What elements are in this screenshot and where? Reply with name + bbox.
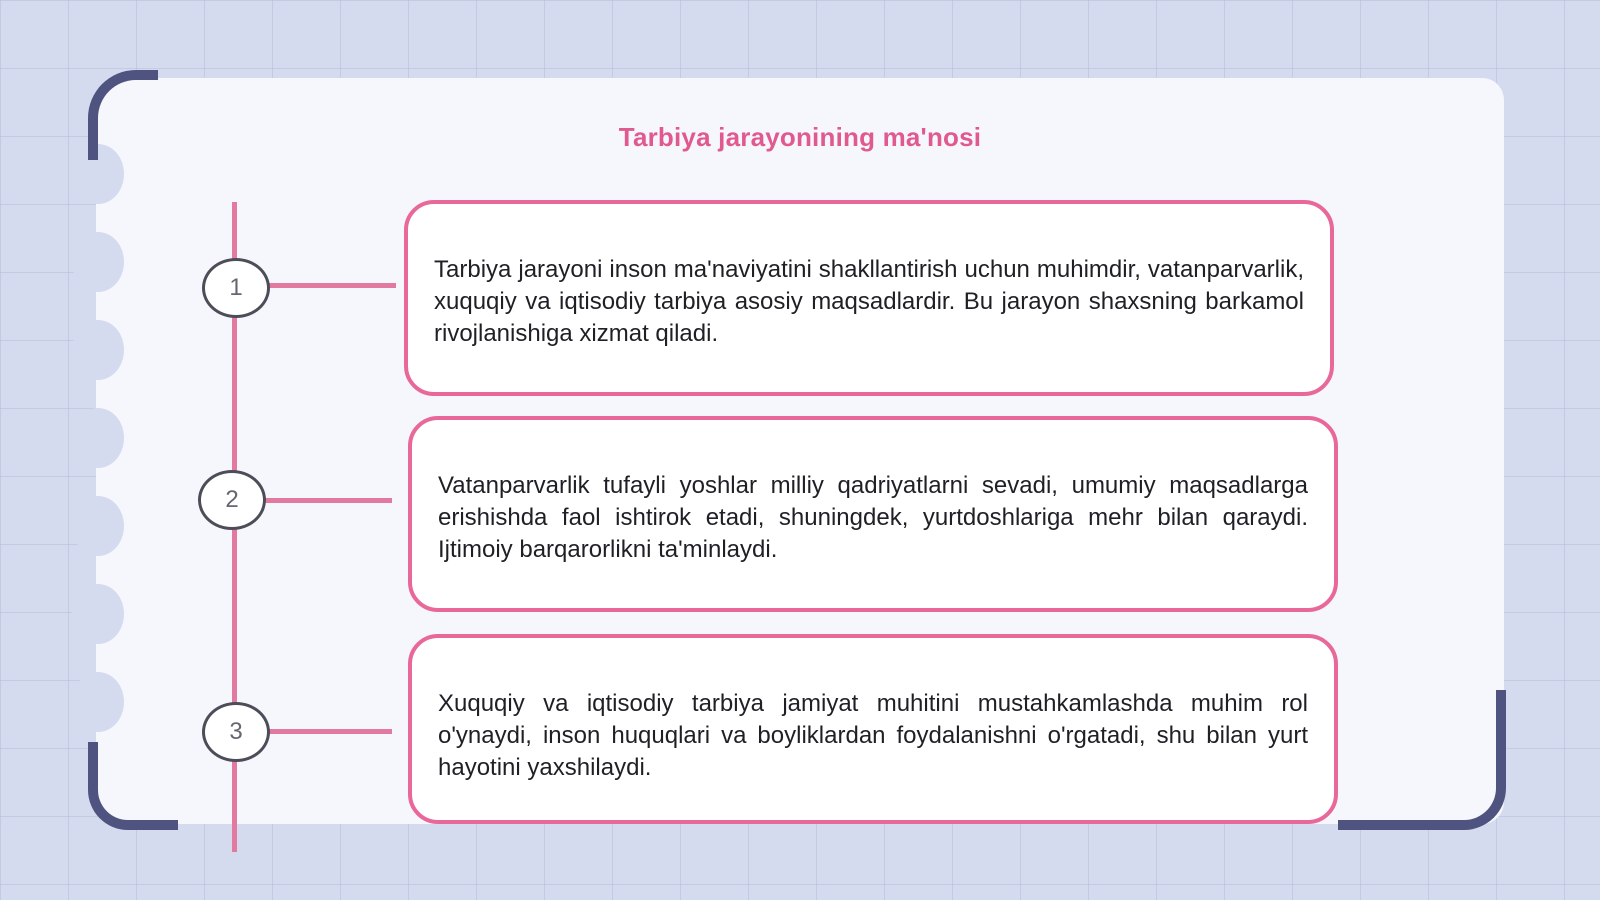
- frame-corner-bottom-left: [88, 742, 178, 830]
- step-number-badge: 2: [198, 470, 266, 530]
- step-number-badge: 3: [202, 702, 270, 762]
- timeline-connector: [268, 283, 396, 288]
- binder-notch: [72, 496, 124, 556]
- slide-title: Tarbiya jarayonining ma'nosi: [618, 122, 982, 152]
- step-number-badge: 1: [202, 258, 270, 318]
- timeline-connector: [264, 498, 392, 503]
- content-text: Tarbiya jarayoni inson ma'naviyatini shakllantirish uchun muhimdir, vatanparvarlik, xuquqiy va iqtisodiy tarbiya asosiy maqsadlardir. Bu jarayon shaxsning barkamol rivojlanishiga xizmat qiladi.: [434, 256, 1304, 347]
- binder-notch: [72, 672, 124, 732]
- content-box: [408, 634, 1338, 824]
- binder-notch: [72, 232, 124, 292]
- content-text: Vatanparvarlik tufayli yoshlar milliy qadriyatlarni sevadi, umumiy maqsadlarga erishishda faol ishtirok etadi, shuningdek, yurtdoshlariga mehr bilan qaraydi. Ijtimoiy barqarorlikni ta'minlaydi.: [438, 472, 1308, 563]
- content-text: Xuquqiy va iqtisodiy tarbiya jamiyat muhitini mustahkamlashda muhim rol o'ynaydi, inson huquqlari va boyliklardan foydalanishni o'rgatadi, shu bilan yurt hayotini yaxshilaydi.: [438, 690, 1308, 781]
- content-box: [408, 416, 1338, 612]
- binder-notch: [72, 584, 124, 644]
- frame-corner-bottom-right: [1338, 690, 1506, 830]
- content-box: [404, 200, 1334, 396]
- binder-notch: [72, 320, 124, 380]
- timeline-connector: [268, 729, 392, 734]
- binder-notch: [72, 408, 124, 468]
